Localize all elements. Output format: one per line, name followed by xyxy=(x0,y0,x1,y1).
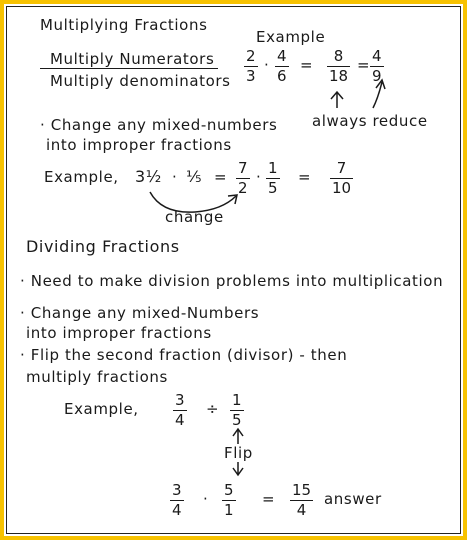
denominator: 10 xyxy=(332,179,352,197)
numerator: 3 xyxy=(172,481,182,499)
dividing-bullet-2-cont: into improper fractions xyxy=(26,324,212,342)
numerator: 4 xyxy=(277,47,287,65)
denominator: 9 xyxy=(372,67,382,85)
denominator: 1 xyxy=(224,501,234,519)
mixed-bullet-line-2: into improper fractions xyxy=(46,136,232,154)
flip-label: Flip xyxy=(224,444,253,462)
numerator: 3 xyxy=(175,391,185,409)
numerator: 7 xyxy=(336,159,347,177)
numerator: 2 xyxy=(246,47,256,65)
bullet-icon: · xyxy=(40,116,51,134)
denominator: 18 xyxy=(329,67,349,85)
change-label: change xyxy=(165,208,224,226)
numerator: 5 xyxy=(224,481,234,499)
bullet-icon: · xyxy=(20,304,31,322)
multiplying-title: Multiplying Fractions xyxy=(40,16,208,34)
denominator: 3 xyxy=(246,67,256,85)
dividing-title: Dividing Fractions xyxy=(26,237,180,256)
mixed-bullet-line-1: · Change any mixed-numbers xyxy=(40,116,278,134)
equals-sign: = xyxy=(214,168,227,186)
dot-operator: · xyxy=(203,490,208,508)
dot-operator: · xyxy=(264,56,269,74)
up-arrow-icon xyxy=(233,429,243,444)
bullet-icon: · xyxy=(20,346,31,364)
equals-sign: = xyxy=(262,490,275,508)
dividing-bullet-3: · Flip the second fraction (divisor) - then xyxy=(20,346,348,364)
denominator: 5 xyxy=(268,179,278,197)
denominator: 4 xyxy=(172,501,182,519)
bullet-icon: · xyxy=(20,272,31,290)
dividing-bullet-2: · Change any mixed-Numbers xyxy=(20,304,260,322)
numerator: 15 xyxy=(292,481,312,499)
denominator: 5 xyxy=(232,411,242,429)
equals-sign: = xyxy=(357,56,370,74)
result-fraction-1 xyxy=(170,482,184,519)
numerator: 1 xyxy=(232,391,242,409)
example2-label: Example, xyxy=(44,168,119,186)
equals-sign: = xyxy=(300,56,313,74)
numerator: 7 xyxy=(238,159,248,177)
denominator: 4 xyxy=(175,411,185,429)
equals-sign: = xyxy=(298,168,311,186)
dot-operator: · xyxy=(256,168,261,186)
dividing-bullet-3-cont: multiply fractions xyxy=(26,368,168,386)
division-sign: ÷ xyxy=(206,400,219,418)
denominator: 6 xyxy=(277,67,287,85)
answer-fraction xyxy=(290,482,313,519)
numerator: 1 xyxy=(268,159,278,177)
numerator: 8 xyxy=(333,47,344,65)
example-label: Example xyxy=(256,28,326,46)
result-fraction-2 xyxy=(222,482,236,519)
denominator: 4 xyxy=(296,501,307,519)
mixed-number: 3½ xyxy=(135,167,162,186)
rule-denominator: Multiply denominators xyxy=(50,72,231,90)
dividing-example-label: Example, xyxy=(64,400,139,418)
rule-numerator: Multiply Numerators xyxy=(50,50,215,68)
dividing-bullet-1: · Need to make division problems into multiplication xyxy=(20,272,444,290)
numerator: 4 xyxy=(372,47,382,65)
down-arrow-icon xyxy=(233,462,243,475)
answer-label: answer xyxy=(324,490,382,508)
dot-operator: · xyxy=(172,168,177,186)
fifth-fraction: ⅕ xyxy=(186,167,203,186)
denominator: 2 xyxy=(238,179,248,197)
always-reduce-note: always reduce xyxy=(312,112,428,130)
